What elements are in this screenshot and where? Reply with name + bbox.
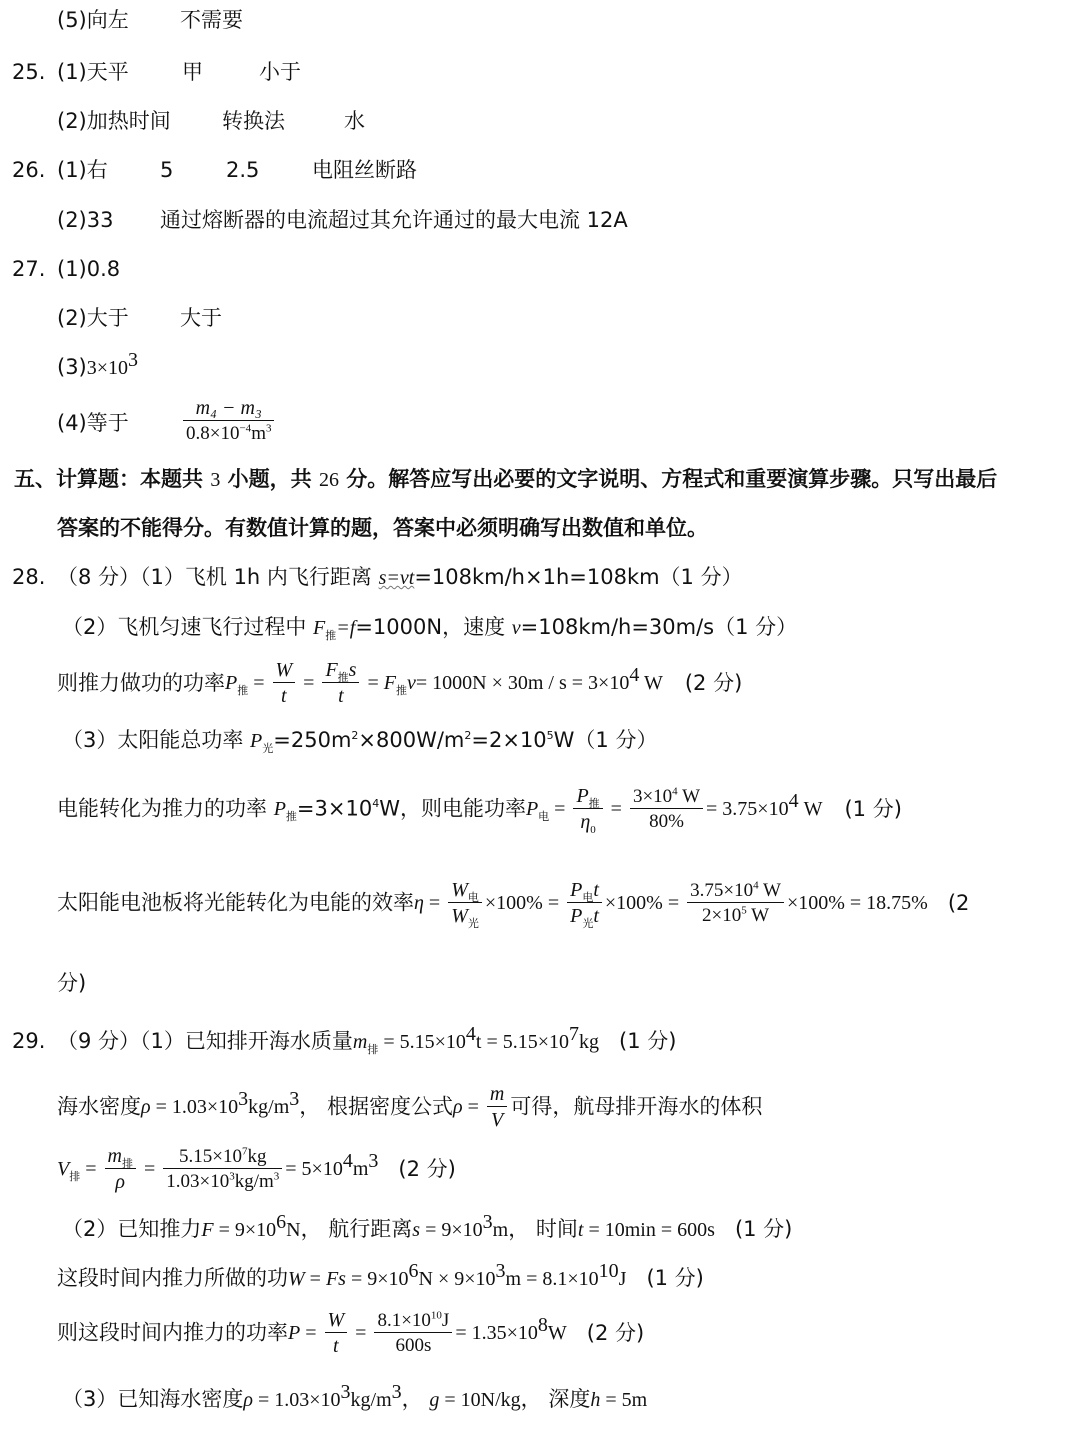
q29-l3-num2-exp: 7	[241, 1145, 248, 1158]
q24-line5	[57, 10, 129, 31]
q28-line2	[62, 615, 798, 643]
q25-part1: (1)天平	[57, 60, 129, 84]
q28-l3-text: 则推力做功的功率	[57, 670, 225, 695]
q27-part4: (4)等于	[57, 411, 129, 435]
q29-l2-c: 可得，航母排开海水的体积	[510, 1094, 763, 1119]
q26-number: 26.	[12, 158, 46, 182]
q28-line7: 分)	[57, 971, 87, 995]
q29-l2-unit: kg/m	[248, 1096, 290, 1118]
q28-l5-Pe-sub: 电	[538, 810, 550, 824]
q28-l2-f: =f	[336, 617, 356, 639]
q27-frac-numerator: m₄ − m₃	[183, 398, 274, 421]
q28-l6-P2: P	[570, 905, 583, 927]
q29-l1-eq2: t = 5.15×10	[475, 1031, 570, 1053]
q28-l6-eta: η	[414, 892, 424, 914]
q28-l4-P: P	[250, 730, 263, 752]
q25-answer-3: 小于	[259, 60, 301, 84]
q29-line7	[62, 1381, 648, 1411]
q28-l6-result: ×100% = 18.75%	[786, 892, 928, 914]
q29-l5-Fs: Fs	[325, 1268, 346, 1290]
q28-l5-eta: η	[580, 811, 591, 833]
q28-l3-v: v	[406, 672, 416, 694]
q29-l6-score: (2 分)	[586, 1320, 645, 1345]
q29-l6-result-unit: W	[547, 1322, 567, 1344]
q29-l7-h-value: = 5m	[600, 1389, 648, 1411]
q29-l2-rho: ρ	[141, 1096, 151, 1118]
q29-l1-unit: kg	[579, 1031, 600, 1053]
q28-l5-num2-unit: W	[677, 786, 701, 807]
q28-l2-F: F	[313, 617, 326, 639]
q29-l1-e1: 4	[465, 1023, 476, 1045]
q28-l6-x100-b: ×100%	[604, 892, 663, 914]
q27-part3	[57, 349, 139, 379]
q25-part2-answer-3: 水	[344, 109, 365, 133]
q28-l4-e2: 2	[464, 729, 472, 742]
q28-l5-den2: 80%	[649, 811, 684, 832]
q29-l7-g-value: = 10N/kg	[439, 1389, 521, 1411]
q29-l6-P: P	[288, 1322, 301, 1344]
q29-l4-e1: 6	[276, 1211, 287, 1233]
q28-line5: 电能转化为推力的功率 $P_推=3\times 10^4W$，则电能功率$P_电$ = $\frac{P_推}{\eta_0}$ = $\frac{3\times 10^4 W}{80\%}$ = $3.75\times 10^4$ W (1 分)	[57, 785, 902, 836]
q27-part2: (2)大于	[57, 306, 129, 330]
q28-l6-den3-unit: W	[746, 905, 770, 926]
q29-l6-num2: 8.1×10	[377, 1310, 431, 1331]
q28-line3: 则推力做功的功率$P_推$ = $\frac{W}{t}$ = $\frac{F_推s}{t}$ = $F_推v= 1000N \times 30m / s = 3\times 10^4$ W (2 分)	[57, 659, 743, 707]
q29-l3-num2-unit: kg	[247, 1146, 267, 1167]
q27-part2-answer: 大于	[180, 306, 222, 330]
q29-l6-result: = 1.35×10	[455, 1322, 538, 1344]
q29-l4-u2: m	[492, 1219, 509, 1241]
q29-l7-unit: kg/m	[350, 1389, 392, 1411]
q27-part3-label: (3)	[57, 355, 87, 379]
q28-l3-F2-sub: 推	[395, 684, 407, 698]
q29-l5-v: = 9×10	[345, 1268, 409, 1290]
q28-l4-c: ×800W/m	[358, 728, 465, 752]
q29-l4-b: ， 航行距离	[300, 1217, 413, 1241]
q29-l7-g: g	[429, 1389, 440, 1411]
q29-l5-e3: 10	[598, 1260, 619, 1282]
q25-part2: (2)加热时间	[57, 109, 171, 133]
q29-l1-eq: = 5.15×10	[378, 1031, 466, 1053]
q28-l6-num3-unit: W	[758, 880, 781, 901]
q29-l6-a: 则这段时间内推力的功率	[57, 1320, 288, 1345]
q29-l4-v3: = 10min = 600s	[583, 1219, 715, 1241]
q28-l3-t: t	[281, 685, 287, 707]
q28-l3-t2: t	[338, 685, 344, 707]
q28-l5-num2-exp: 4	[672, 785, 678, 798]
q28-l5-score: (1 分)	[844, 796, 902, 821]
q29-l7-exp: 3	[340, 1381, 351, 1403]
q28-l6-num3-exp: 4	[753, 879, 759, 892]
q26-part2: (2)33	[57, 208, 114, 232]
q29-l2-exp: 3	[238, 1088, 249, 1110]
q29-l3-m: m	[107, 1145, 122, 1167]
q29-l6-den2: 600s	[395, 1335, 432, 1356]
section5-title-c: 分。解答应写出必要的文字说明、方程式和重要演算步骤。只写出最后	[338, 467, 998, 491]
q25-part2-answer-2: 转换法	[222, 109, 285, 133]
q28-l3-exp: 4	[629, 664, 640, 686]
q29-l3-rho: ρ	[115, 1171, 126, 1193]
q28-l5-frac-P: P	[576, 785, 589, 807]
q28-l6-score: (2	[947, 890, 970, 915]
q29-l3-result-unit-exp: 3	[368, 1150, 379, 1172]
q28-l3-score: (2 分)	[684, 670, 743, 695]
q27-number: 27.	[12, 257, 46, 281]
q29-l3-den2-exp: 3	[229, 1170, 235, 1183]
q26-part1: (1)右	[57, 158, 108, 182]
q29-l4-v2: = 9×10	[420, 1219, 483, 1241]
q28-l5-Pe: P	[525, 798, 539, 820]
q29-l4-F: F	[201, 1219, 214, 1241]
q29-line4	[62, 1211, 793, 1241]
q28-l6-den3: 2×10	[702, 905, 742, 926]
q28-l5-result: = 3.75×10	[706, 798, 789, 820]
q29-l3-score: (2 分)	[398, 1156, 456, 1181]
q28-l4-b: =250m	[273, 728, 352, 752]
q28-number: 28.	[12, 565, 46, 589]
q28-l5-result-unit: W	[798, 798, 823, 820]
q27-frac-den-exp: −4	[239, 422, 252, 435]
q28-l5-a: 电能转化为推力的功率	[57, 796, 274, 821]
q28-l3-rest: = 1000N × 30m / s = 3×10	[415, 672, 630, 694]
q29-l4-c: ， 时间	[508, 1217, 578, 1241]
q28-line4	[62, 728, 658, 756]
q28-l6-W1: W	[451, 879, 468, 901]
section5-title-a: 五、计算题：本题共	[14, 467, 211, 491]
q28-l3-F: F	[325, 659, 338, 681]
q29-l4-score: (1 分)	[734, 1217, 793, 1241]
q28-l3-F-sub: 推	[337, 671, 349, 684]
q29-l6-num2-unit: J	[441, 1310, 450, 1331]
q29-l5-score: (1 分)	[646, 1266, 704, 1290]
q29-l7-unit-exp: 3	[391, 1381, 402, 1403]
q28-l6-den3-exp: 5	[741, 904, 747, 917]
q29-l6-num2-exp: 10	[430, 1309, 442, 1322]
q29-l2-val: = 1.03×10	[150, 1096, 239, 1118]
q28-line1	[57, 567, 743, 588]
section5-title-n1: 3	[210, 469, 221, 491]
q25-answer-2: 甲	[182, 60, 203, 84]
q28-line6: 太阳能电池板将光能转化为电能的效率η = $\frac{W_电}{W_光}$ ×100% = $\frac{P_电t}{P_光t}$ ×100% = $\frac{3.75\times 10^4 W}{2\times 10^5 W}$ ×100% = 18.75% (2	[57, 879, 970, 930]
q28-l4-e1: 2	[351, 729, 359, 742]
q24-part5: (5)向左	[57, 8, 129, 32]
q28-l1-formula: s=vt	[378, 567, 415, 589]
q29-l2-b: ， 根据密度公式	[299, 1094, 453, 1119]
q29-line6: 则这段时间内推力的功率P = $\frac{W}{t}$ = $\frac{8.1\times 10^{10}J}{600s}$ = $1.35\times 10^8W$ (2 分)	[57, 1309, 645, 1357]
q24-answer-2: 不需要	[180, 8, 243, 32]
q28-l6-W2: W	[451, 905, 468, 927]
q28-l5-e: 4	[372, 797, 380, 810]
q29-l5-a: 这段时间内推力所做的功	[57, 1266, 288, 1290]
q27-part3-value: 3×10	[86, 357, 129, 379]
q29-line5: 这段时间内推力所做的功$W = Fs = 9\times 10^6N \times 9\times 10^3m = 8.1\times 10^{10}J$ (1 分)	[57, 1260, 704, 1290]
q29-l7-b: ，	[401, 1387, 430, 1411]
q29-l5-v2: N × 9×10	[418, 1268, 496, 1290]
q28-l3-W: W	[273, 660, 296, 683]
q29-l3-den2: 1.03×10	[166, 1171, 230, 1192]
q29-l7-v: = 1.03×10	[252, 1389, 341, 1411]
q29-line2: 海水密度$\rho = 1.03\times 10^3kg/m^3$， 根据密度公式ρ = $\frac{m}{V}$ 可得，航母排开海水的体积	[57, 1083, 763, 1131]
q27-frac-den: 0.8×10	[186, 423, 240, 444]
q29-l2-m: m	[487, 1084, 507, 1107]
q29-l6-t: t	[333, 1335, 339, 1357]
q26-answer-4: 电阻丝断路	[312, 158, 417, 182]
q29-l1-e2: 7	[569, 1023, 580, 1045]
q29-l1-m: m	[352, 1031, 368, 1053]
q29-l3-result-unit: m	[352, 1158, 369, 1180]
q29-l3-sub: 排	[69, 1170, 81, 1184]
q29-l3-den2-unit: kg/m	[234, 1171, 274, 1192]
q29-line3: $V_排$ = $\frac{m_排}{\rho}$ = $\frac{5.15\times 10^7kg}{1.03\times 10^3kg/m^3}$ = $5\times 10^4m^3$ (2 分)	[57, 1145, 456, 1193]
q27-part4-fraction	[180, 398, 277, 443]
section5-title-line1	[14, 469, 997, 490]
q29-l4-u1: N	[286, 1219, 301, 1241]
q27-frac-den-unit: m	[251, 423, 266, 444]
section5-title-line2: 答案的不能得分。有数值计算的题，答案中必须明确写出数值和单位。	[57, 516, 708, 540]
q28-l4-sub: 光	[262, 742, 274, 756]
q29-number: 29.	[12, 1029, 46, 1053]
q29-l3-V: V	[57, 1158, 70, 1180]
q28-l4-a: （3）太阳能总功率	[62, 728, 251, 752]
q29-l3-result-exp: 4	[342, 1150, 353, 1172]
q28-l5-num2: 3×10	[632, 786, 673, 807]
q29-l4-v1: = 9×10	[213, 1219, 277, 1241]
q28-l6-W1-sub: 电	[467, 891, 479, 904]
q28-l4-e: W（1 分）	[553, 728, 658, 752]
q28-l3-F2: F	[383, 672, 396, 694]
q29-l4-t: t	[577, 1219, 584, 1241]
q29-l7-a: （3）已知海水密度	[62, 1387, 244, 1411]
q28-l2-b: =1000N，速度	[355, 615, 512, 639]
q29-l5-e2: 3	[495, 1260, 506, 1282]
q28-l6-num3: 3.75×10	[690, 880, 754, 901]
q29-l6-W: W	[325, 1310, 348, 1333]
q28-l6-P1: P	[570, 879, 583, 901]
q27-part3-exp: 3	[128, 349, 139, 371]
q29-l7-c: ， 深度	[520, 1387, 591, 1411]
q29-l3-m-sub: 排	[121, 1157, 133, 1170]
q29-l2-unit-exp: 3	[289, 1088, 300, 1110]
q27-frac-den-unit-exp: 3	[265, 422, 272, 435]
q29-l3-num2: 5.15×10	[179, 1146, 242, 1167]
q28-l2-c: =108km/h=30m/s（1 分）	[520, 615, 798, 639]
section5-title-b: 小题，共	[220, 467, 319, 491]
q28-l6-P2-sub: 光	[582, 917, 594, 930]
q29-l4-e2: 3	[482, 1211, 493, 1233]
q29-l3-den2-unit-exp: 3	[273, 1170, 280, 1183]
q28-l5-P: P	[273, 798, 286, 820]
q29-l1-text: （9 分）（1）已知排开海水质量	[57, 1029, 353, 1053]
q29-l2-V: V	[490, 1109, 504, 1131]
q28-l6-P1-sub: 电	[582, 891, 594, 904]
q26-part2-answer: 通过熔断器的电流超过其允许通过的最大电流 12A	[160, 208, 628, 232]
q29-l6-result-exp: 8	[537, 1314, 548, 1336]
q28-l6-W2-sub: 光	[467, 917, 479, 930]
q25-number: 25.	[12, 60, 46, 84]
q28-l2-a: （2）飞机匀速飞行过程中	[62, 615, 314, 639]
q29-l4-a: （2）已知推力	[62, 1217, 202, 1241]
q28-l3-P-sub: 推	[237, 684, 249, 698]
q29-l1-sub: 排	[367, 1043, 379, 1057]
q26-answer-2: 5	[160, 158, 174, 182]
q29-l1-score: (1 分)	[619, 1029, 677, 1053]
q28-l2-v: v	[511, 617, 521, 639]
q29-l2-rho2: ρ	[452, 1096, 463, 1118]
q28-l2-sub: 推	[325, 629, 337, 643]
q29-l5-W: W	[288, 1268, 305, 1290]
q29-l5-unit: J	[618, 1268, 627, 1290]
q26-answer-3: 2.5	[226, 158, 260, 182]
q29-l7-rho: ρ	[243, 1389, 253, 1411]
q28-l6-t2: t	[593, 905, 599, 927]
q28-l5-result-exp: 4	[788, 790, 799, 812]
q29-l5-v3: m = 8.1×10	[505, 1268, 599, 1290]
q29-l4-s: s	[412, 1219, 421, 1241]
q28-l6-text: 太阳能电池板将光能转化为电能的效率	[57, 890, 414, 915]
q28-l4-d: =2×10	[471, 728, 547, 752]
q28-l5-eta-sub: 0	[590, 823, 596, 836]
q28-l5-b: =3×10	[296, 796, 373, 821]
q28-l6-x100-a: ×100%	[484, 892, 543, 914]
q28-l1-text: （8 分）（1）飞机 1h 内飞行距离	[57, 565, 379, 589]
q28-l1-rest: =108km/h×1h=108km（1 分）	[414, 565, 743, 589]
q29-l5-e1: 6	[408, 1260, 419, 1282]
q28-l4-e3: 5	[546, 729, 554, 742]
q28-l3-P: P	[225, 672, 238, 694]
q28-l6-t1: t	[593, 879, 599, 901]
q28-l5-c: W，则电能功率	[379, 796, 526, 821]
q29-l7-h: h	[590, 1389, 601, 1411]
q28-l3-unit: W	[639, 672, 663, 694]
q29-line1	[57, 1023, 677, 1057]
q29-l2-a: 海水密度	[57, 1094, 141, 1119]
q27-part1: (1)0.8	[57, 257, 121, 281]
q28-l5-frac-P-sub: 推	[588, 797, 600, 810]
q29-l3-result: = 5×10	[285, 1158, 343, 1180]
q28-l3-s: s	[348, 659, 357, 681]
section5-title-n2: 26	[318, 469, 339, 491]
q28-l5-sub: 推	[285, 810, 297, 824]
